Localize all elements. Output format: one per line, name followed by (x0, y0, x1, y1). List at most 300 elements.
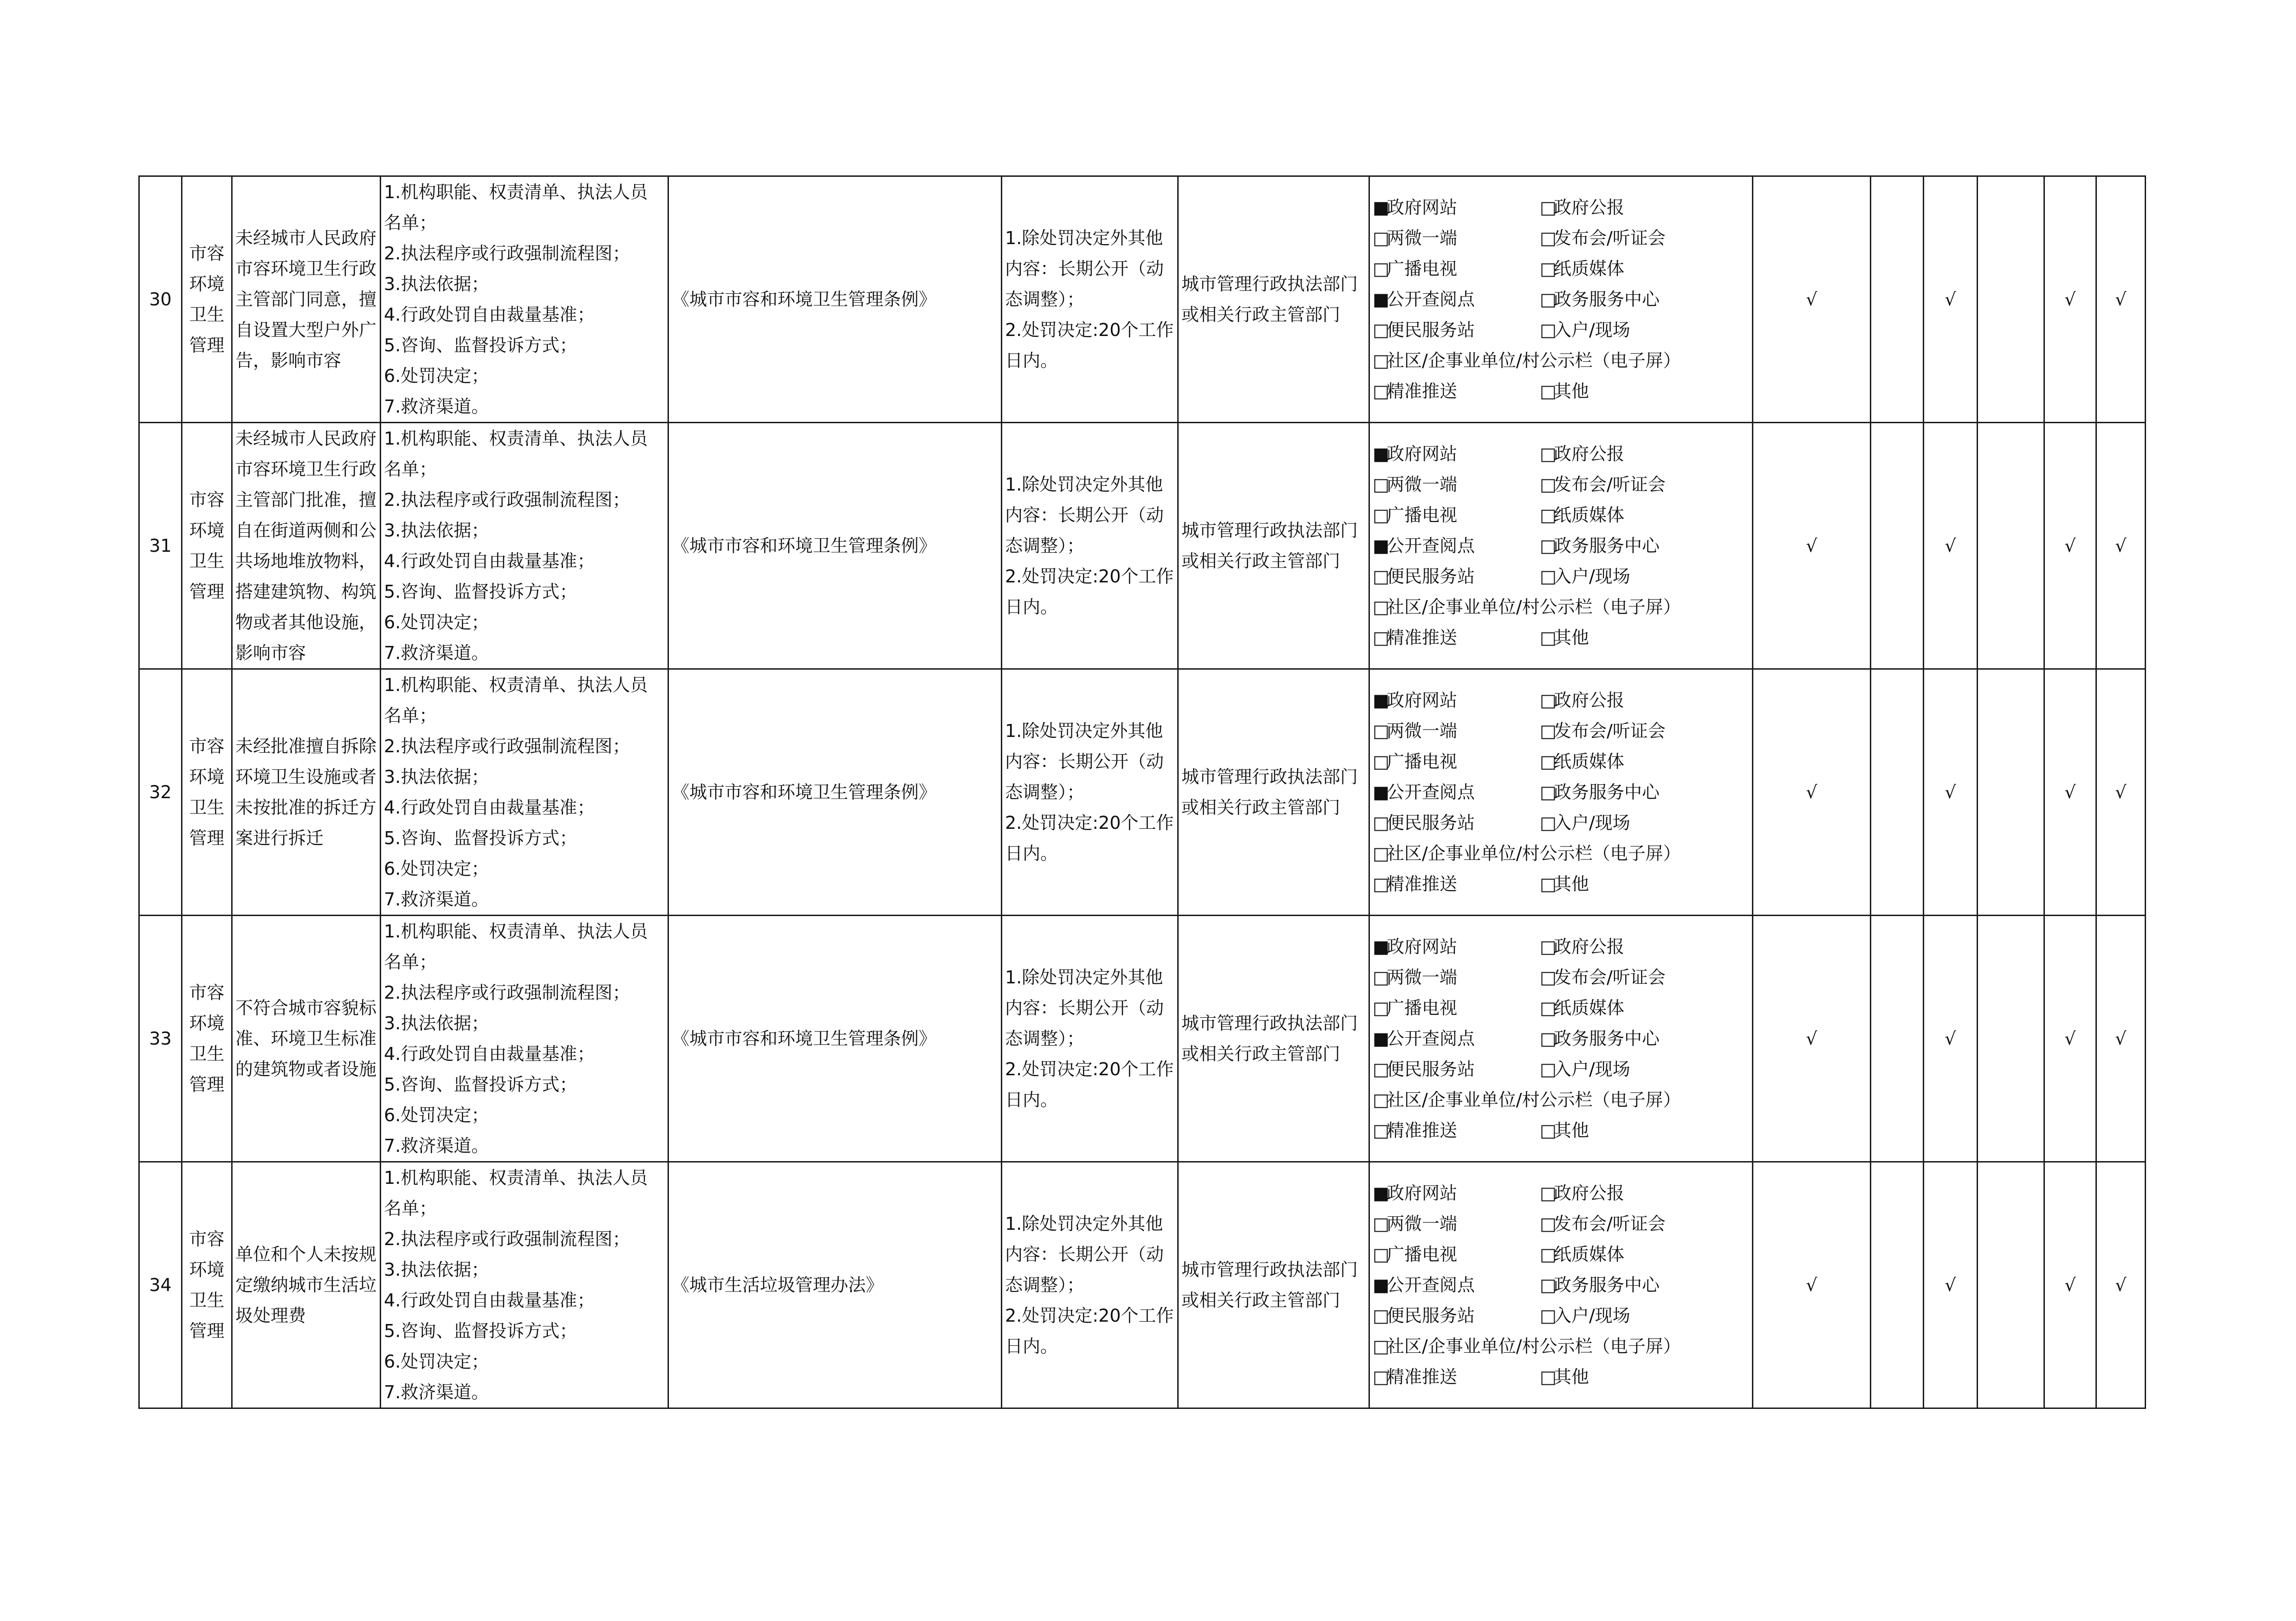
unchecked-box-icon: □ (1373, 1059, 1389, 1079)
item-name: 未经批准擅自拆除环境卫生设施或者未按批准的拆迁方案进行拆迁 (232, 669, 381, 916)
unchecked-box-icon: □ (1373, 998, 1389, 1018)
content-line: 2.执法程序或行政强制流程图； (384, 490, 630, 510)
channel-option (1373, 530, 1540, 561)
checked-box-icon: ■ (1373, 1183, 1389, 1203)
category-line: 管理 (189, 581, 225, 602)
category-line: 环境 (189, 1013, 225, 1033)
item-name: 不符合城市容貌标准、环境卫生标准的建筑物或者设施 (232, 916, 381, 1162)
channel-row (1373, 838, 1749, 869)
channel-option (1373, 746, 1540, 777)
content-line: 2.执法程序或行政强制流程图； (384, 1229, 630, 1249)
channel-option (1373, 1085, 1681, 1115)
channel-label: 政府公报 (1554, 936, 1625, 957)
disclosure-channels-cell (1369, 176, 1753, 423)
content-line: 4.行政处罚自由裁量基准； (384, 1290, 595, 1311)
check-mark-cell: √ (1924, 1162, 1978, 1408)
checked-box-icon: ■ (1373, 782, 1389, 802)
channel-row (1373, 1331, 1749, 1362)
channel-label: 政府网站 (1387, 936, 1458, 957)
channel-label: 发布会/听证会 (1554, 474, 1666, 495)
disclosure-content-cell (381, 669, 668, 916)
check-mark-cell: √ (2044, 176, 2096, 423)
check-mark-cell: √ (2096, 916, 2146, 1162)
content-line: 3.执法依据； (384, 1013, 489, 1033)
disclosure-time-cell (1002, 669, 1178, 916)
unchecked-box-icon: □ (1373, 1090, 1389, 1110)
category-line: 环境 (189, 274, 225, 294)
channel-label: 广播电视 (1387, 751, 1458, 772)
channel-label: 便民服务站 (1387, 320, 1475, 340)
channel-option (1373, 439, 1540, 469)
channel-row (1373, 931, 1749, 962)
channel-label: 广播电视 (1387, 258, 1458, 279)
channel-option (1540, 962, 1666, 993)
channel-label: 入户/现场 (1554, 566, 1630, 587)
channel-label: 政务服务中心 (1554, 289, 1660, 310)
unchecked-box-icon: □ (1540, 936, 1557, 957)
channel-label: 广播电视 (1387, 505, 1458, 525)
channel-option (1540, 1362, 1589, 1392)
unchecked-box-icon: □ (1540, 721, 1557, 741)
channel-option (1373, 777, 1540, 807)
channel-row (1373, 1054, 1749, 1085)
channel-option (1373, 838, 1681, 869)
check-mark-cell: √ (1753, 669, 1871, 916)
unchecked-box-icon: □ (1540, 320, 1557, 340)
channel-option (1373, 192, 1540, 223)
channel-label: 政府公报 (1554, 690, 1625, 710)
channel-label: 其他 (1554, 1120, 1589, 1141)
channel-row (1373, 1270, 1749, 1300)
time-line: 2.处罚决定:20个工作日内。 (1005, 813, 1174, 864)
channel-row (1373, 253, 1749, 284)
channel-option (1540, 561, 1630, 592)
channel-option (1540, 439, 1624, 469)
category-line: 卫生 (189, 1044, 225, 1064)
legal-basis: 《城市市容和环境卫生管理条例》 (668, 916, 1002, 1162)
channel-label: 政府公报 (1554, 197, 1625, 218)
channel-label: 社区/企事业单位/村公示栏（电子屏） (1387, 597, 1681, 617)
unchecked-box-icon: □ (1540, 967, 1557, 988)
channel-row (1373, 500, 1749, 530)
disclosure-time-cell (1002, 423, 1178, 669)
category-line: 管理 (189, 828, 225, 848)
unchecked-box-icon: □ (1373, 474, 1389, 495)
unchecked-box-icon: □ (1373, 350, 1389, 371)
channel-row (1373, 561, 1749, 592)
category-line: 卫生 (189, 551, 225, 571)
channel-option (1540, 500, 1624, 530)
unchecked-box-icon: □ (1373, 1367, 1389, 1387)
channel-row (1373, 1115, 1749, 1146)
category-line: 环境 (189, 520, 225, 541)
time-line: 2.处罚决定:20个工作日内。 (1005, 1305, 1174, 1356)
category-line: 市容 (189, 243, 225, 264)
channel-row (1373, 1023, 1749, 1054)
channel-option (1373, 345, 1681, 376)
content-line: 3.执法依据； (384, 1259, 489, 1280)
channel-label: 政府网站 (1387, 690, 1458, 710)
content-line: 6.处罚决定； (384, 1351, 489, 1372)
unchecked-box-icon: □ (1373, 721, 1389, 741)
channel-row (1373, 962, 1749, 993)
channel-label: 社区/企事业单位/村公示栏（电子屏） (1387, 1336, 1681, 1356)
check-mark-cell (1978, 423, 2044, 669)
content-line: 5.咨询、监督投诉方式； (384, 335, 577, 355)
channel-option (1373, 376, 1540, 407)
unchecked-box-icon: □ (1540, 627, 1557, 648)
channel-label: 入户/现场 (1554, 1305, 1630, 1326)
channel-label: 政府网站 (1387, 197, 1458, 218)
category-line: 市容 (189, 490, 225, 510)
disclosure-channels-cell (1369, 1162, 1753, 1408)
unchecked-box-icon: □ (1540, 874, 1557, 894)
unchecked-box-icon: □ (1373, 627, 1389, 648)
channel-label: 公开查阅点 (1387, 289, 1475, 310)
unchecked-box-icon: □ (1373, 320, 1389, 340)
channel-option (1540, 223, 1666, 253)
unchecked-box-icon: □ (1540, 505, 1557, 525)
unchecked-box-icon: □ (1373, 874, 1389, 894)
channel-row (1373, 1300, 1749, 1331)
disclosure-channels-cell (1369, 423, 1753, 669)
content-line: 7.救济渠道。 (384, 396, 489, 417)
disclosure-content-cell (381, 916, 668, 1162)
time-line: 2.处罚决定:20个工作日内。 (1005, 320, 1174, 371)
content-line: 3.执法依据； (384, 767, 489, 787)
channel-row (1373, 223, 1749, 253)
channel-label: 两微一端 (1387, 1214, 1458, 1234)
channel-label: 广播电视 (1387, 998, 1458, 1018)
channel-label: 精准推送 (1387, 1367, 1458, 1387)
channel-option (1540, 1023, 1660, 1054)
table-row (139, 916, 2146, 1162)
channel-label: 两微一端 (1387, 967, 1458, 988)
check-mark-cell (1871, 423, 1924, 669)
check-mark-cell: √ (1753, 423, 1871, 669)
time-line: 1.除处罚决定外其他内容：长期公开（动态调整）； (1005, 967, 1164, 1049)
content-line: 7.救济渠道。 (384, 643, 489, 663)
check-mark-cell (1978, 669, 2044, 916)
channel-option (1373, 807, 1540, 838)
unchecked-box-icon: □ (1373, 566, 1389, 587)
unchecked-box-icon: □ (1373, 228, 1389, 248)
responsible-department: 城市管理行政执法部门或相关行政主管部门 (1178, 176, 1369, 423)
unchecked-box-icon: □ (1540, 566, 1557, 587)
channel-label: 政府公报 (1554, 444, 1625, 464)
check-mark-cell: √ (1753, 916, 1871, 1162)
unchecked-box-icon: □ (1373, 751, 1389, 772)
check-mark-cell: √ (2044, 916, 2096, 1162)
checked-box-icon: ■ (1373, 1275, 1389, 1295)
unchecked-box-icon: □ (1540, 1028, 1557, 1049)
channel-label: 政务服务中心 (1554, 782, 1660, 802)
row-number: 31 (139, 423, 182, 669)
channel-row (1373, 1178, 1749, 1208)
unchecked-box-icon: □ (1540, 813, 1557, 833)
channel-option (1540, 469, 1666, 500)
checked-box-icon: ■ (1373, 1028, 1389, 1049)
channel-option (1373, 622, 1540, 653)
checked-box-icon: ■ (1373, 197, 1389, 218)
check-mark-cell: √ (1924, 669, 1978, 916)
check-mark-cell (1978, 916, 2044, 1162)
channel-label: 公开查阅点 (1387, 536, 1475, 556)
unchecked-box-icon: □ (1540, 1120, 1557, 1141)
category-line: 市容 (189, 736, 225, 756)
content-line: 6.处罚决定； (384, 366, 489, 386)
channel-row (1373, 315, 1749, 345)
channel-label: 发布会/听证会 (1554, 228, 1666, 248)
channel-option (1540, 1270, 1660, 1300)
channel-label: 精准推送 (1387, 874, 1458, 894)
channel-row (1373, 1208, 1749, 1239)
table-row (139, 669, 2146, 916)
disclosure-content-cell (381, 423, 668, 669)
disclosure-time-cell (1002, 916, 1178, 1162)
channel-option (1540, 1239, 1624, 1270)
category-line: 管理 (189, 1074, 225, 1095)
category-cell (182, 916, 232, 1162)
channel-option (1373, 716, 1540, 746)
unchecked-box-icon: □ (1540, 258, 1557, 279)
unchecked-box-icon: □ (1373, 967, 1389, 988)
disclosure-channels-cell (1369, 669, 1753, 916)
unchecked-box-icon: □ (1540, 1244, 1557, 1265)
unchecked-box-icon: □ (1540, 289, 1557, 310)
unchecked-box-icon: □ (1540, 1183, 1557, 1203)
row-number: 33 (139, 916, 182, 1162)
channel-option (1540, 284, 1660, 315)
channel-option (1373, 1331, 1681, 1362)
channel-option (1540, 622, 1589, 653)
unchecked-box-icon: □ (1373, 1244, 1389, 1265)
channel-option (1540, 376, 1589, 407)
responsible-department: 城市管理行政执法部门或相关行政主管部门 (1178, 669, 1369, 916)
channel-row (1373, 192, 1749, 223)
check-mark-cell (1978, 1162, 2044, 1408)
channel-row (1373, 1239, 1749, 1270)
check-mark-cell: √ (1753, 176, 1871, 423)
channel-label: 精准推送 (1387, 1120, 1458, 1141)
channel-label: 纸质媒体 (1554, 1244, 1625, 1265)
channel-row (1373, 345, 1749, 376)
content-line: 6.处罚决定； (384, 859, 489, 879)
content-line: 7.救济渠道。 (384, 1382, 489, 1402)
table-body (139, 176, 2146, 1408)
check-mark-cell (1871, 916, 1924, 1162)
channel-label: 便民服务站 (1387, 566, 1475, 587)
check-mark-cell: √ (1924, 423, 1978, 669)
channel-label: 公开查阅点 (1387, 1275, 1475, 1295)
channel-option (1373, 1178, 1540, 1208)
channel-label: 纸质媒体 (1554, 258, 1625, 279)
channel-label: 政府公报 (1554, 1183, 1625, 1203)
channel-label: 广播电视 (1387, 1244, 1458, 1265)
channel-row (1373, 1085, 1749, 1115)
channel-option (1373, 500, 1540, 530)
checked-box-icon: ■ (1373, 289, 1389, 310)
check-mark-cell: √ (2096, 176, 2146, 423)
time-line: 2.处罚决定:20个工作日内。 (1005, 1059, 1174, 1110)
channel-option (1540, 1054, 1630, 1085)
channel-option (1373, 1208, 1540, 1239)
channel-option (1540, 253, 1624, 284)
channel-row (1373, 530, 1749, 561)
channel-option (1373, 315, 1540, 345)
unchecked-box-icon: □ (1540, 197, 1557, 218)
check-mark-cell: √ (2044, 423, 2096, 669)
channel-option (1540, 746, 1624, 777)
content-line: 1.机构职能、权责清单、执法人员名单； (384, 428, 648, 479)
channel-row (1373, 1362, 1749, 1392)
channel-label: 入户/现场 (1554, 1059, 1630, 1079)
responsible-department: 城市管理行政执法部门或相关行政主管部门 (1178, 916, 1369, 1162)
disclosure-table (138, 175, 2146, 1409)
checked-box-icon: ■ (1373, 444, 1389, 464)
channel-label: 两微一端 (1387, 474, 1458, 495)
unchecked-box-icon: □ (1373, 258, 1389, 279)
check-mark-cell: √ (1924, 916, 1978, 1162)
category-cell (182, 176, 232, 423)
content-line: 3.执法依据； (384, 274, 489, 294)
disclosure-content-cell (381, 1162, 668, 1408)
channel-option (1540, 807, 1630, 838)
row-number: 34 (139, 1162, 182, 1408)
checked-box-icon: ■ (1373, 936, 1389, 957)
unchecked-box-icon: □ (1540, 474, 1557, 495)
item-name: 未经城市人民政府市容环境卫生行政主管部门批准，擅自在街道两侧和公共场地堆放物料，搭建建筑物、构筑物或者其他设施，影响市容 (232, 423, 381, 669)
channel-option (1540, 1178, 1624, 1208)
channel-row (1373, 716, 1749, 746)
channel-option (1373, 1300, 1540, 1331)
content-line: 7.救济渠道。 (384, 889, 489, 910)
table-row (139, 1162, 2146, 1408)
disclosure-time-cell (1002, 1162, 1178, 1408)
channel-option (1540, 993, 1624, 1023)
channel-row (1373, 592, 1749, 622)
channel-row (1373, 284, 1749, 315)
content-line: 2.执法程序或行政强制流程图； (384, 736, 630, 756)
time-line: 2.处罚决定:20个工作日内。 (1005, 566, 1174, 617)
check-mark-cell: √ (2096, 1162, 2146, 1408)
check-mark-cell (1871, 1162, 1924, 1408)
channel-label: 发布会/听证会 (1554, 721, 1666, 741)
channel-option (1373, 1362, 1540, 1392)
channel-option (1373, 284, 1540, 315)
time-line: 1.除处罚决定外其他内容：长期公开（动态调整）； (1005, 1214, 1164, 1295)
channel-label: 社区/企事业单位/村公示栏（电子屏） (1387, 1090, 1681, 1110)
responsible-department: 城市管理行政执法部门或相关行政主管部门 (1178, 423, 1369, 669)
unchecked-box-icon: □ (1540, 751, 1557, 772)
content-line: 4.行政处罚自由裁量基准； (384, 797, 595, 818)
row-number: 30 (139, 176, 182, 423)
unchecked-box-icon: □ (1540, 1059, 1557, 1079)
check-mark-cell: √ (1753, 1162, 1871, 1408)
legal-basis: 《城市市容和环境卫生管理条例》 (668, 669, 1002, 916)
channel-option (1373, 931, 1540, 962)
unchecked-box-icon: □ (1373, 813, 1389, 833)
checked-box-icon: ■ (1373, 690, 1389, 710)
channel-label: 便民服务站 (1387, 1305, 1475, 1326)
disclosure-channels-cell (1369, 916, 1753, 1162)
channel-option (1373, 1115, 1540, 1146)
channel-row (1373, 685, 1749, 716)
channel-option (1373, 223, 1540, 253)
unchecked-box-icon: □ (1373, 1120, 1389, 1141)
responsible-department: 城市管理行政执法部门或相关行政主管部门 (1178, 1162, 1369, 1408)
category-line: 卫生 (189, 797, 225, 818)
content-line: 1.机构职能、权责清单、执法人员名单； (384, 182, 648, 233)
content-line: 1.机构职能、权责清单、执法人员名单； (384, 1168, 648, 1219)
channel-label: 纸质媒体 (1554, 505, 1625, 525)
channel-option (1540, 1300, 1630, 1331)
channel-row (1373, 777, 1749, 807)
channel-label: 政府网站 (1387, 444, 1458, 464)
channel-label: 公开查阅点 (1387, 1028, 1475, 1049)
channel-label: 入户/现场 (1554, 813, 1630, 833)
unchecked-box-icon: □ (1373, 1336, 1389, 1356)
channel-option (1373, 561, 1540, 592)
channel-row (1373, 439, 1749, 469)
category-line: 市容 (189, 1229, 225, 1249)
category-line: 卫生 (189, 304, 225, 325)
channel-label: 两微一端 (1387, 721, 1458, 741)
channel-option (1540, 1208, 1666, 1239)
unchecked-box-icon: □ (1373, 381, 1389, 401)
content-line: 6.处罚决定； (384, 612, 489, 633)
check-mark-cell (1978, 176, 2044, 423)
channel-option (1373, 1270, 1540, 1300)
channel-option (1540, 685, 1624, 716)
channel-label: 发布会/听证会 (1554, 967, 1666, 988)
category-line: 环境 (189, 1259, 225, 1280)
check-mark-cell: √ (2044, 1162, 2096, 1408)
legal-basis: 《城市市容和环境卫生管理条例》 (668, 423, 1002, 669)
time-line: 1.除处罚决定外其他内容：长期公开（动态调整）； (1005, 721, 1164, 802)
channel-option (1540, 869, 1589, 899)
time-line: 1.除处罚决定外其他内容：长期公开（动态调整）； (1005, 474, 1164, 556)
channel-label: 精准推送 (1387, 381, 1458, 401)
check-mark-cell: √ (1924, 176, 1978, 423)
channel-label: 精准推送 (1387, 627, 1458, 648)
check-mark-cell (1871, 669, 1924, 916)
channel-option (1373, 962, 1540, 993)
legal-basis: 《城市市容和环境卫生管理条例》 (668, 176, 1002, 423)
row-number: 32 (139, 669, 182, 916)
legal-basis: 《城市生活垃圾管理办法》 (668, 1162, 1002, 1408)
unchecked-box-icon: □ (1540, 381, 1557, 401)
content-line: 5.咨询、监督投诉方式； (384, 1074, 577, 1095)
content-line: 3.执法依据； (384, 520, 489, 541)
unchecked-box-icon: □ (1540, 1214, 1557, 1234)
content-line: 5.咨询、监督投诉方式； (384, 1321, 577, 1341)
channel-option (1373, 1023, 1540, 1054)
channel-option (1373, 993, 1540, 1023)
category-line: 卫生 (189, 1290, 225, 1311)
category-line: 环境 (189, 767, 225, 787)
channel-label: 其他 (1554, 874, 1589, 894)
unchecked-box-icon: □ (1373, 1214, 1389, 1234)
channel-label: 政府网站 (1387, 1183, 1458, 1203)
checked-box-icon: ■ (1373, 536, 1389, 556)
channel-label: 政务服务中心 (1554, 536, 1660, 556)
channel-option (1373, 1054, 1540, 1085)
category-cell (182, 1162, 232, 1408)
channel-row (1373, 376, 1749, 407)
disclosure-content-cell (381, 176, 668, 423)
content-line: 2.执法程序或行政强制流程图； (384, 982, 630, 1003)
